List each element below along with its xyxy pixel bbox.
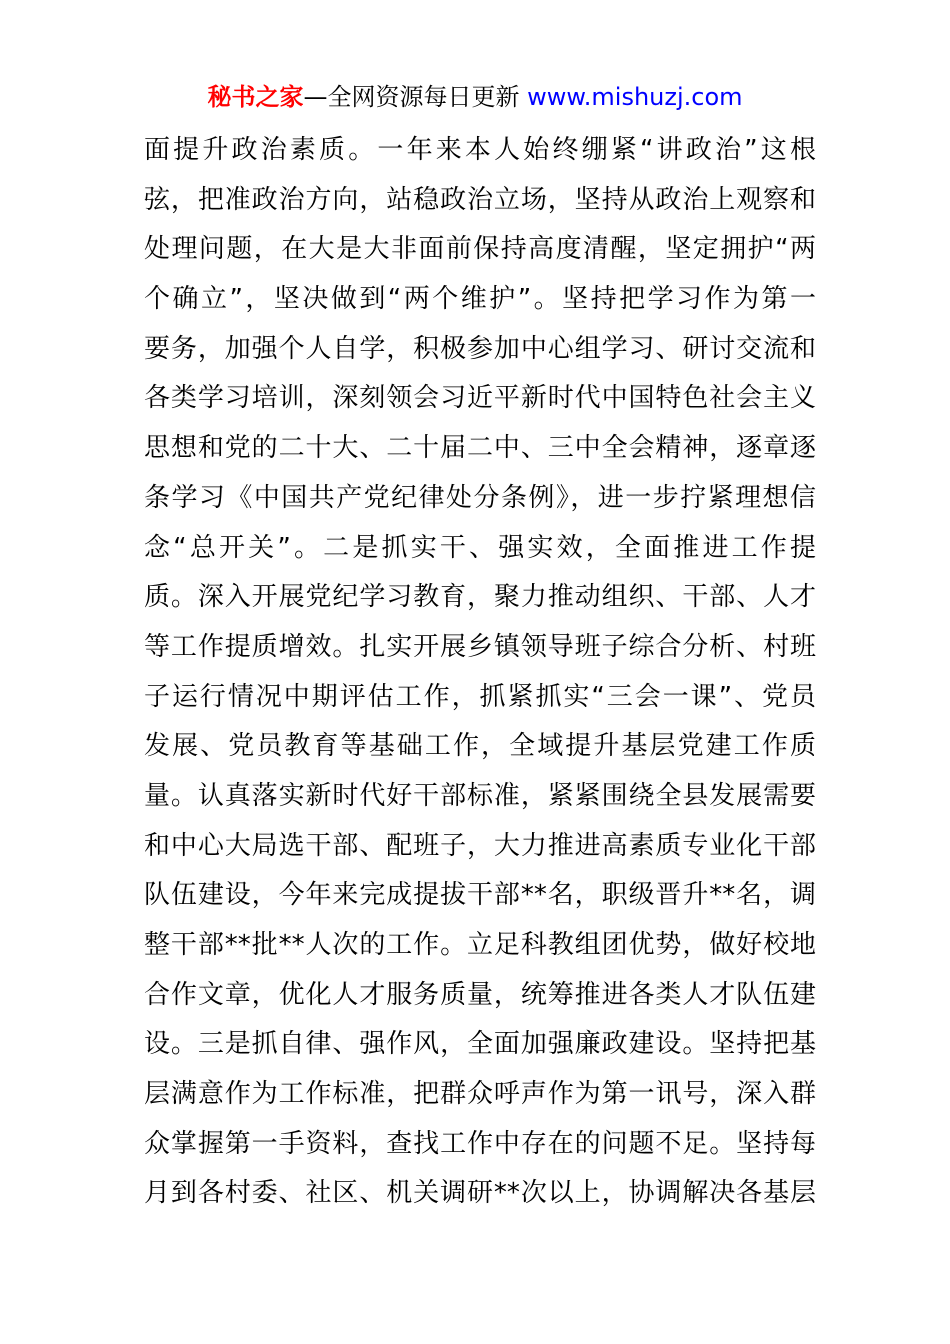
text-line: 月到各村委、社区、机关调研**次以上，协调解决各基层 (144, 1178, 816, 1209)
text-line: 质。深入开展党纪学习教育，聚力推动组织、干部、人才 (144, 582, 816, 613)
text-line: 和中心大局选干部、配班子，大力推进高素质专业化干部 (144, 830, 816, 861)
text-line: 子运行情况中期评估工作，抓紧抓实“三会一课”、党员 (144, 681, 816, 712)
page-header (0, 80, 950, 114)
header-tagline: —全网资源每日更新 (303, 83, 528, 111)
text-line: 队伍建设，今年来完成提拔干部**名，职级晋升**名，调 (144, 880, 816, 911)
brand-name: 秘书之家 (207, 83, 304, 111)
text-line: 层满意作为工作标准，把群众呼声作为第一讯号，深入群 (144, 1079, 816, 1110)
text-line: 合作文章，优化人才服务质量，统筹推进各类人才队伍建 (144, 979, 816, 1010)
text-line: 个确立”，坚决做到“两个维护”。坚持把学习作为第一 (144, 284, 816, 315)
text-line: 思想和党的二十大、二十届二中、三中全会精神，逐章逐 (144, 433, 816, 464)
text-line: 念“总开关”。二是抓实干、强实效，全面推进工作提 (144, 532, 816, 563)
text-line: 设。三是抓自律、强作风，全面加强廉政建设。坚持把基 (144, 1029, 816, 1060)
text-line: 整干部**批**人次的工作。立足科教组团优势，做好校地 (144, 930, 816, 960)
text-line: 要务，加强个人自学，积极参加中心组学习、研讨交流和 (144, 333, 816, 364)
text-line: 发展、党员教育等基础工作，全域提升基层党建工作质 (144, 731, 816, 762)
text-line: 众掌握第一手资料，查找工作中存在的问题不足。坚持每 (144, 1128, 816, 1159)
text-line: 弦，把准政治方向，站稳政治立场，坚持从政治上观察和 (144, 184, 816, 215)
site-url: www.mishuzj.com (527, 83, 743, 111)
text-line: 面提升政治素质。一年来本人始终绷紧“讲政治”这根 (144, 135, 816, 165)
text-line: 条学习《中国共产党纪律处分条例》，进一步拧紧理想信 (144, 482, 816, 513)
text-line: 各类学习培训，深刻领会习近平新时代中国特色社会主义 (144, 383, 816, 414)
text-line: 等工作提质增效。扎实开展乡镇领导班子综合分析、村班 (144, 631, 816, 662)
text-line: 处理问题，在大是大非面前保持高度清醒，坚定拥护“两 (144, 234, 816, 265)
document-body (144, 126, 816, 1219)
text-line: 量。认真落实新时代好干部标准，紧紧围绕全县发展需要 (144, 780, 816, 811)
